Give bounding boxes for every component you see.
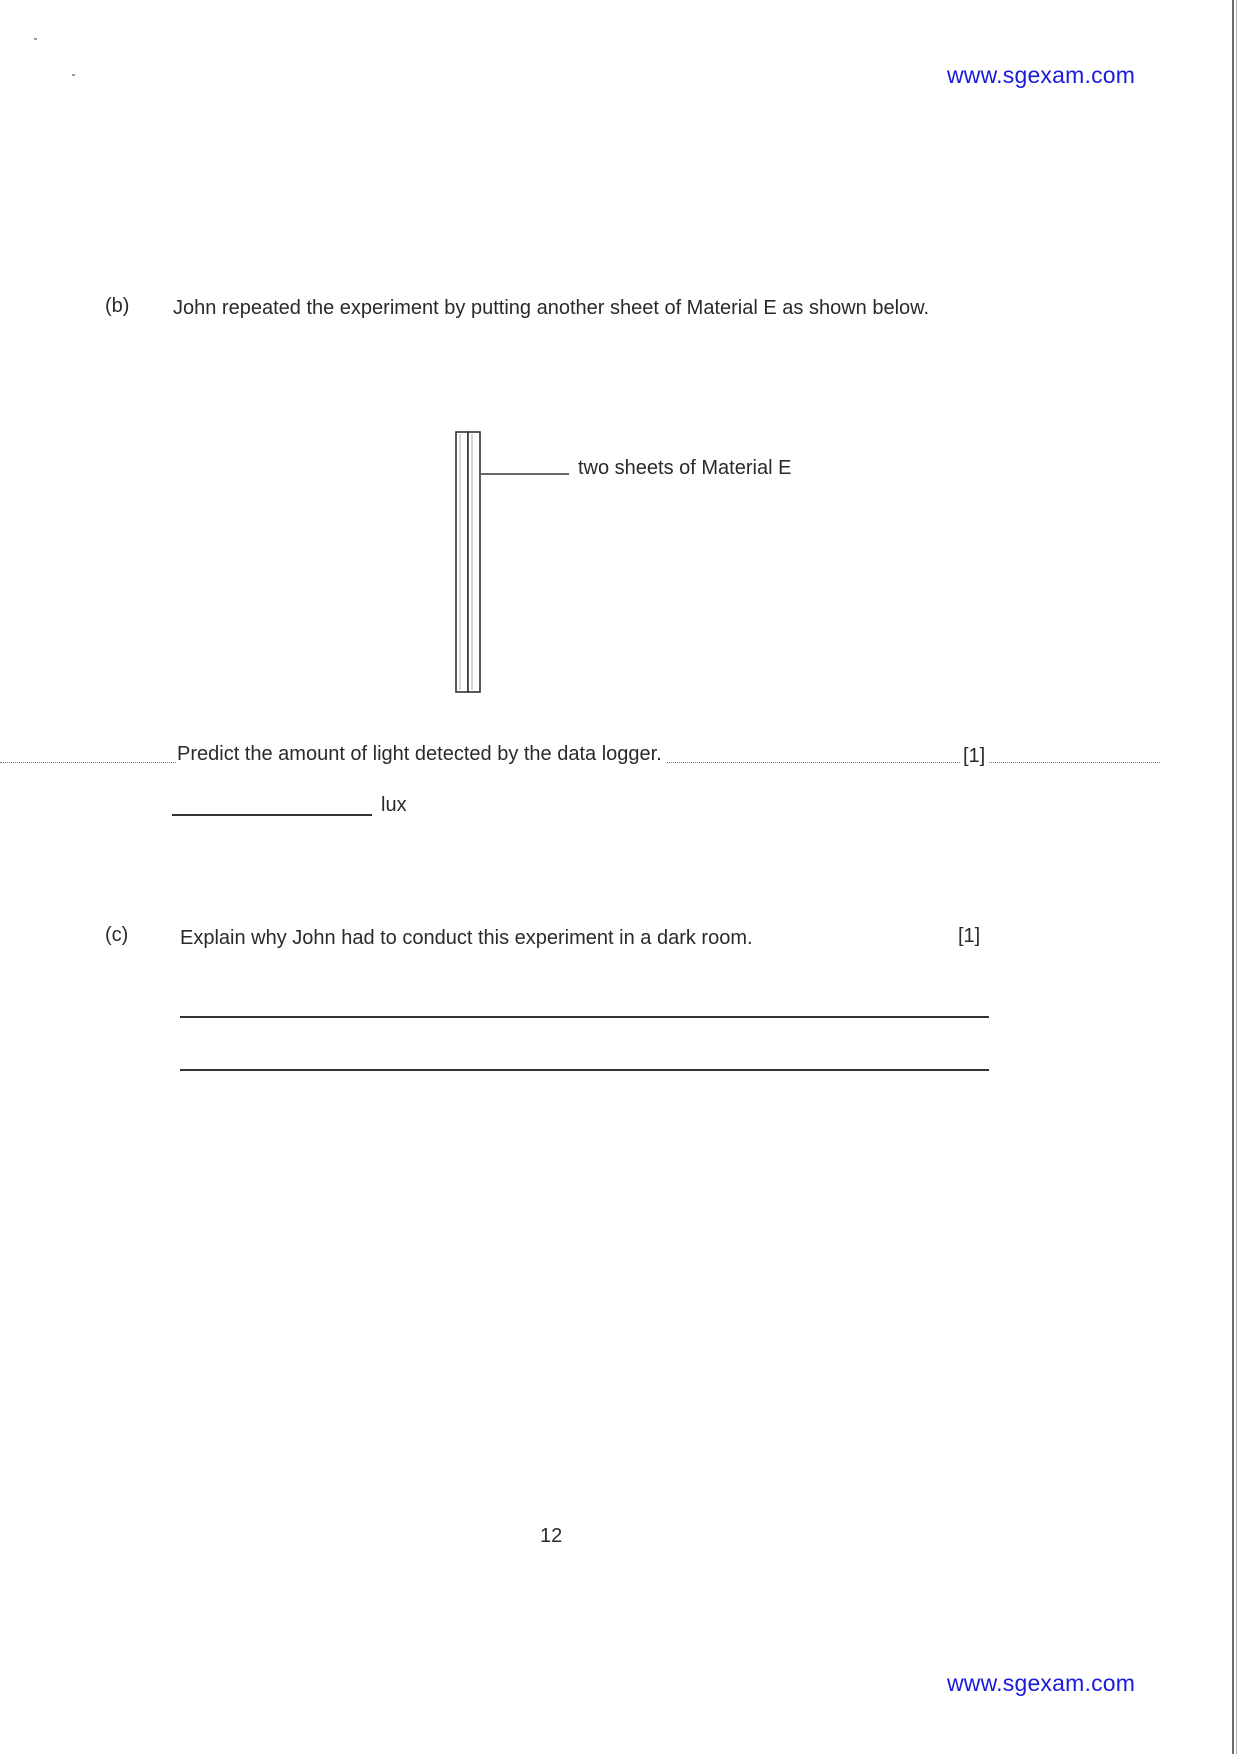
page-edge-shadow: [1232, 0, 1234, 1754]
question-c-text: Explain why John had to conduct this experiment in a dark room.: [180, 927, 753, 949]
scan-speck: [72, 74, 75, 76]
question-c-marks: [1]: [958, 925, 981, 947]
answer-line[interactable]: [180, 1016, 989, 1018]
sheet-1: [456, 432, 468, 692]
scan-speck: [34, 38, 37, 40]
question-b-label: (b): [105, 295, 130, 317]
diagram-label-two-sheets: two sheets of Material E: [578, 457, 792, 479]
answer-line[interactable]: [180, 1069, 989, 1071]
page-number: 12: [540, 1525, 563, 1547]
answer-unit-lux: lux: [381, 794, 407, 816]
answer-blank-lux[interactable]: [172, 814, 372, 816]
sheet-2: [468, 432, 480, 692]
page-edge-shadow-light: [1236, 0, 1237, 1754]
question-c-label: (c): [105, 924, 129, 946]
footer-website-link[interactable]: www.sgexam.com: [947, 1670, 1136, 1696]
question-b-text: John repeated the experiment by putting another sheet of Material E as shown below.: [173, 297, 930, 319]
question-b-prompt: Predict the amount of light detected by the data logger.: [177, 743, 666, 766]
header-website-link[interactable]: www.sgexam.com: [947, 62, 1136, 88]
question-b-marks: [1]: [960, 745, 988, 768]
